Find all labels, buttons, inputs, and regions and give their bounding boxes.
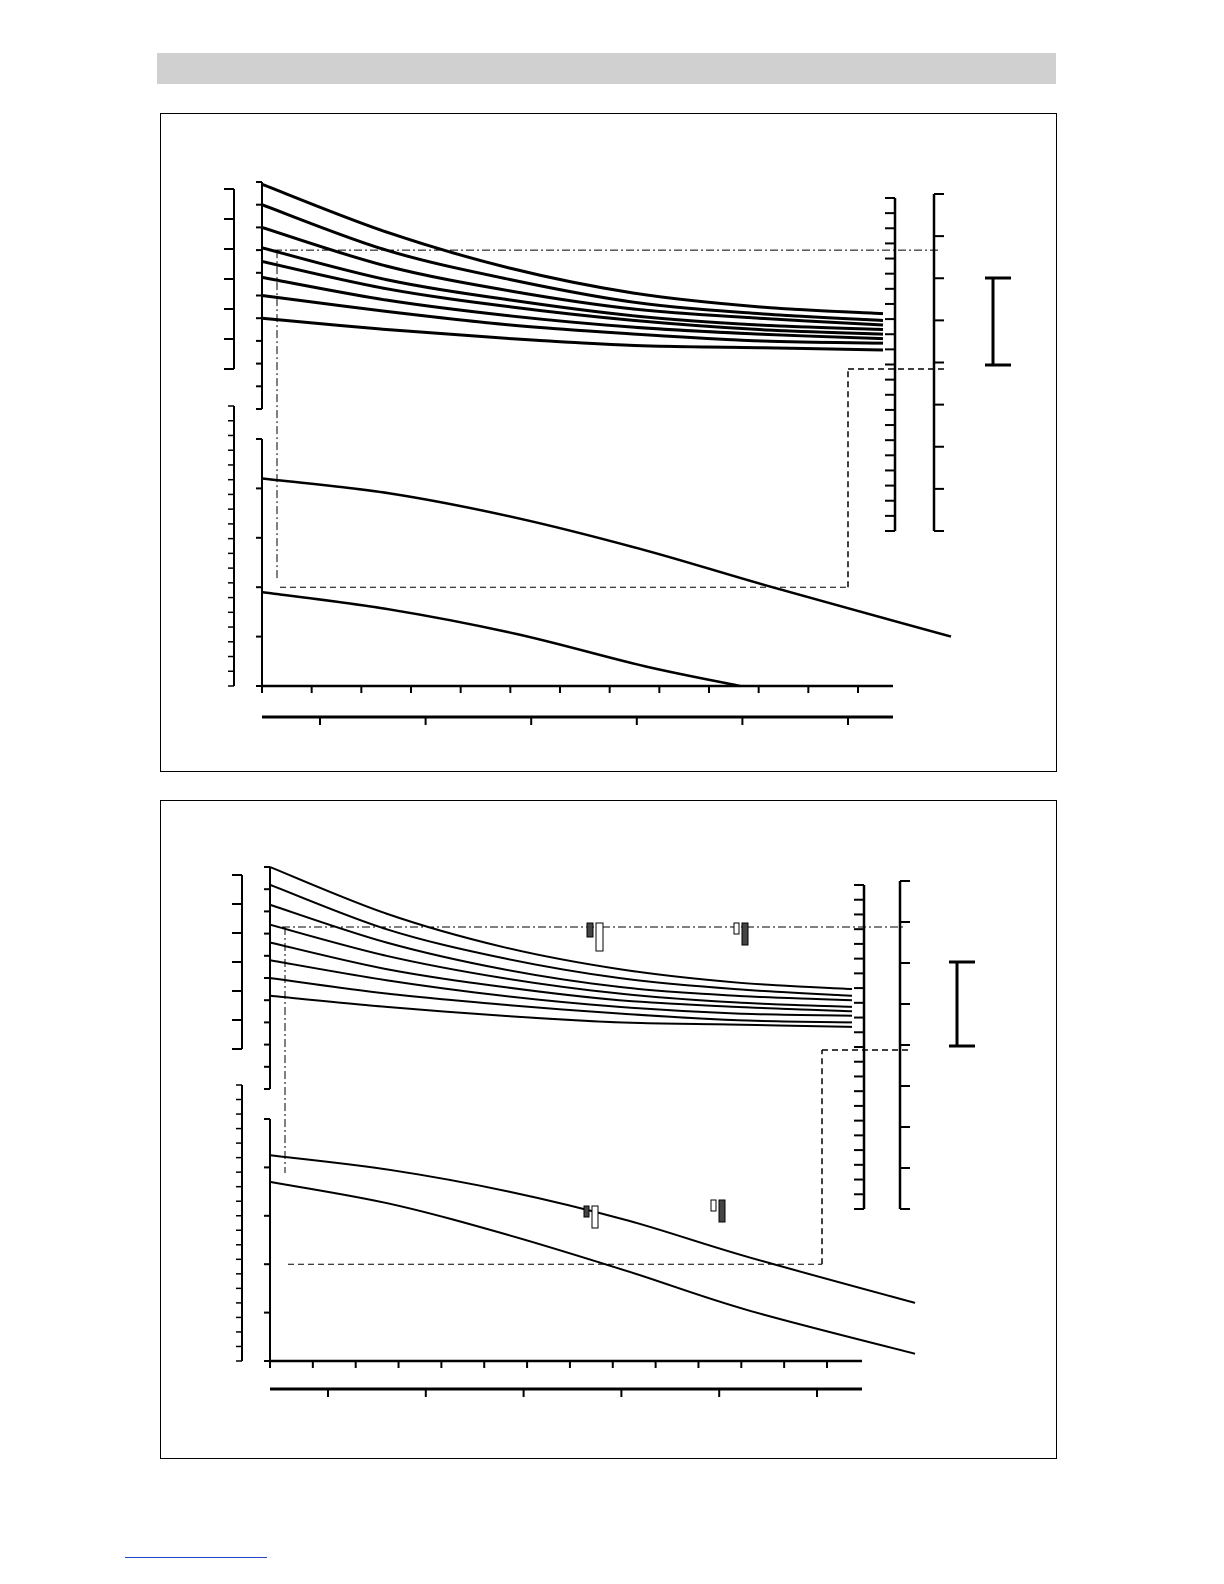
- marker-bar-short: [584, 1206, 589, 1217]
- chart-svg-bottom: [161, 801, 1058, 1460]
- series-line-upper: [270, 867, 852, 989]
- chart-svg-top: [161, 114, 1058, 773]
- marker-bar-short: [734, 923, 739, 934]
- marker-bar-short: [587, 923, 593, 937]
- dark-light-bar-icon: [584, 1206, 598, 1228]
- light-dark-bar-icon: [734, 923, 748, 945]
- dark-light-bar-icon: [587, 923, 603, 951]
- light-dark-bar-icon: [711, 1200, 725, 1222]
- marker-bar-tall: [719, 1200, 725, 1222]
- marker-bar-short: [711, 1200, 716, 1211]
- marker-bar-tall: [742, 923, 748, 945]
- series-line-lower: [262, 592, 740, 686]
- series-line-lower: [270, 1155, 915, 1303]
- header-bar: [157, 53, 1056, 84]
- chart-panel-bottom: [160, 800, 1057, 1459]
- marker-bar-tall: [596, 923, 603, 951]
- marker-bar-tall: [592, 1206, 598, 1228]
- series-line-upper: [270, 996, 852, 1027]
- footer-link-underline[interactable]: [125, 1557, 267, 1558]
- series-line-upper: [262, 248, 883, 330]
- chart-panel-top: [160, 113, 1057, 772]
